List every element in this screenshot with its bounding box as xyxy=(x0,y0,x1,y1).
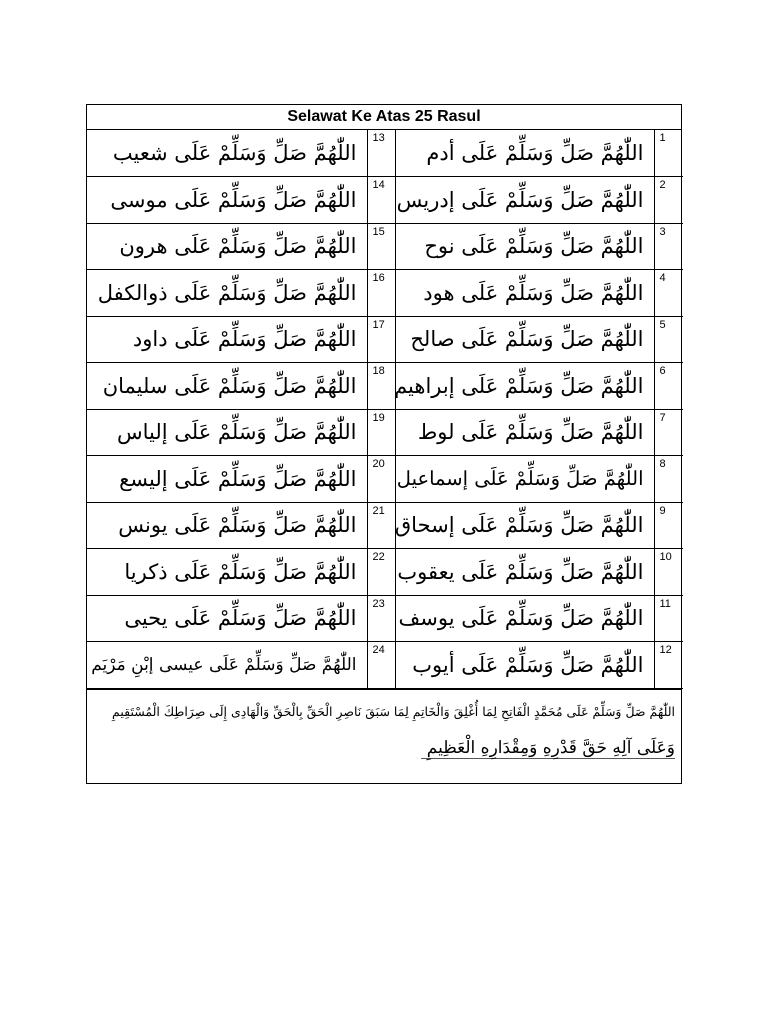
table-row xyxy=(87,595,683,642)
selawat-text: اللّٰهُمَّ صَلِّ وَسَلِّمْ عَلَى عيسى إبْنِ مَرْيَم xyxy=(87,642,367,689)
table-row xyxy=(87,642,683,689)
table-row xyxy=(87,363,683,410)
row-number: 24 xyxy=(367,642,395,689)
selawat-rows xyxy=(87,130,683,688)
row-number: 20 xyxy=(367,456,395,503)
table-row xyxy=(87,549,683,596)
table-row xyxy=(87,316,683,363)
selawat-text: اللّٰهُمَّ صَلِّ وَسَلِّمْ عَلَى إسماعيل xyxy=(395,456,654,503)
sheet-title: Selawat Ke Atas 25 Rasul xyxy=(87,105,681,130)
selawat-text: اللّٰهُمَّ صَلِّ وَسَلِّمْ عَلَى صالح xyxy=(395,316,654,363)
selawat-text: اللّٰهُمَّ صَلِّ وَسَلِّمْ عَلَى داود xyxy=(87,316,367,363)
row-number: 10 xyxy=(654,549,683,596)
selawat-text: اللّٰهُمَّ صَلِّ وَسَلِّمْ عَلَى موسى xyxy=(87,177,367,224)
selawat-text: اللّٰهُمَّ صَلِّ وَسَلِّمْ عَلَى ذوالكفل xyxy=(87,270,367,317)
table-row xyxy=(87,502,683,549)
selawat-text: اللّٰهُمَّ صَلِّ وَسَلِّمْ عَلَى إلياس xyxy=(87,409,367,456)
selawat-text: اللّٰهُمَّ صَلِّ وَسَلِّمْ عَلَى إدريس xyxy=(395,177,654,224)
selawat-text: اللّٰهُمَّ صَلِّ وَسَلِّمْ عَلَى ذكريا xyxy=(87,549,367,596)
row-number: 18 xyxy=(367,363,395,410)
selawat-text: اللّٰهُمَّ صَلِّ وَسَلِّمْ عَلَى هود xyxy=(395,270,654,317)
row-number: 5 xyxy=(654,316,683,363)
row-number: 13 xyxy=(367,130,395,177)
table-row xyxy=(87,177,683,224)
selawat-table xyxy=(87,130,683,689)
row-number: 6 xyxy=(654,363,683,410)
selawat-sheet xyxy=(86,104,682,784)
selawat-text: اللّٰهُمَّ صَلِّ وَسَلِّمْ عَلَى سليمان xyxy=(87,363,367,410)
selawat-text: اللّٰهُمَّ صَلِّ وَسَلِّمْ عَلَى نوح xyxy=(395,223,654,270)
row-number: 9 xyxy=(654,502,683,549)
closing-line-1: اللّٰهُمَّ صَلِّ وَسَلِّمْ عَلَى مُحَمَّدٍ الْفَاتِحِ لِمَا أُغْلِقَ وَالْخَاتِمِ لِمَا سَبَقَ نَاصِرِ الْحَقِّ بِالْحَقِّ وَالْهَادِى إِلَى صِرَاطِكَ الْمُسْتَقِيمِ xyxy=(112,703,675,719)
row-number: 2 xyxy=(654,177,683,224)
selawat-text: اللّٰهُمَّ صَلِّ وَسَلِّمْ عَلَى يحيى xyxy=(87,595,367,642)
row-number: 14 xyxy=(367,177,395,224)
table-row xyxy=(87,456,683,503)
table-row xyxy=(87,223,683,270)
table-row xyxy=(87,409,683,456)
table-row xyxy=(87,270,683,317)
row-number: 17 xyxy=(367,316,395,363)
selawat-text: اللّٰهُمَّ صَلِّ وَسَلِّمْ عَلَى أيوب xyxy=(395,642,654,689)
closing-selawat xyxy=(87,689,681,783)
selawat-text: اللّٰهُمَّ صَلِّ وَسَلِّمْ عَلَى شعيب xyxy=(87,130,367,177)
row-number: 21 xyxy=(367,502,395,549)
row-number: 15 xyxy=(367,223,395,270)
row-number: 16 xyxy=(367,270,395,317)
row-number: 12 xyxy=(654,642,683,689)
row-number: 4 xyxy=(654,270,683,317)
selawat-text: اللّٰهُمَّ صَلِّ وَسَلِّمْ عَلَى إليسع xyxy=(87,456,367,503)
selawat-text: اللّٰهُمَّ صَلِّ وَسَلِّمْ عَلَى إبراهيم xyxy=(395,363,654,410)
selawat-text: اللّٰهُمَّ صَلِّ وَسَلِّمْ عَلَى يوسف xyxy=(395,595,654,642)
row-number: 19 xyxy=(367,409,395,456)
row-number: 8 xyxy=(654,456,683,503)
selawat-text: اللّٰهُمَّ صَلِّ وَسَلِّمْ عَلَى أدم xyxy=(395,130,654,177)
row-number: 1 xyxy=(654,130,683,177)
row-number: 23 xyxy=(367,595,395,642)
selawat-text: اللّٰهُمَّ صَلِّ وَسَلِّمْ عَلَى يعقوب xyxy=(395,549,654,596)
row-number: 11 xyxy=(654,595,683,642)
table-row xyxy=(87,130,683,177)
selawat-text: اللّٰهُمَّ صَلِّ وَسَلِّمْ عَلَى هرون xyxy=(87,223,367,270)
row-number: 7 xyxy=(654,409,683,456)
selawat-text: اللّٰهُمَّ صَلِّ وَسَلِّمْ عَلَى إسحاق xyxy=(395,502,654,549)
closing-line-2 xyxy=(93,730,675,766)
row-number: 22 xyxy=(367,549,395,596)
closing-line-2-text: وَعَلَى آلِهِ حَقَّ قَدْرِهِ وَمِقْدَارِهِ الْعَظِيمِ xyxy=(421,738,675,759)
selawat-text: اللّٰهُمَّ صَلِّ وَسَلِّمْ عَلَى يونس xyxy=(87,502,367,549)
row-number: 3 xyxy=(654,223,683,270)
selawat-text: اللّٰهُمَّ صَلِّ وَسَلِّمْ عَلَى لوط xyxy=(395,409,654,456)
